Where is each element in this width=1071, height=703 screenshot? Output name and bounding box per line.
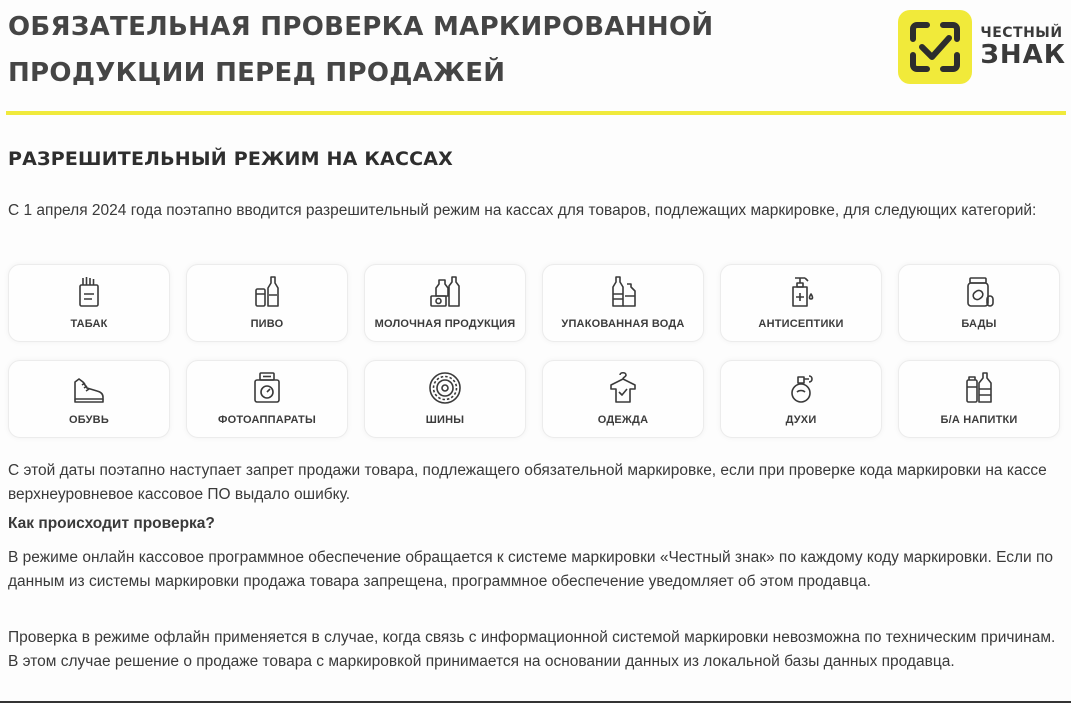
offline-paragraph: Проверка в режиме офлайн применяется в случае, когда связь с информационной системой маркировки невозможна по техническим причинам. В этом случае решение о продаже товара с маркировкой принимается на основании данных из локальной базы данных продавца. bbox=[8, 629, 1056, 670]
category-card-clothes bbox=[542, 360, 704, 438]
soft-drinks-icon bbox=[961, 370, 997, 406]
antiseptic-icon bbox=[783, 274, 819, 310]
online-paragraph: В режиме онлайн кассовое программное обеспечение обращается к системе маркировки «Честный знак» по каждому коду маркировки. Если по данным из системы маркировки продажа товара запрещена, программное обеспечение уведомляет об этом продавца. bbox=[8, 549, 1054, 590]
logo-text bbox=[980, 25, 1066, 69]
section-heading: РАЗРЕШИТЕЛЬНЫЙ РЕЖИМ НА КАССАХ bbox=[8, 148, 453, 170]
logo-mark-icon bbox=[898, 10, 972, 84]
category-label: ФОТОАППАРАТЫ bbox=[218, 414, 316, 426]
category-card-beer bbox=[186, 264, 348, 342]
yellow-divider bbox=[6, 111, 1066, 115]
category-card-shoes bbox=[8, 360, 170, 438]
clothes-icon bbox=[605, 370, 641, 406]
shoes-icon bbox=[71, 370, 107, 406]
category-card-dairy bbox=[364, 264, 526, 342]
perfume-icon bbox=[783, 370, 819, 406]
category-card-tire bbox=[364, 360, 526, 438]
category-card-soft-drinks bbox=[898, 360, 1060, 438]
category-label: МОЛОЧНАЯ ПРОДУКЦИЯ bbox=[374, 318, 516, 330]
title-line-2: ПРОДУКЦИИ ПЕРЕД ПРОДАЖЕЙ bbox=[8, 58, 506, 88]
supplements-icon bbox=[961, 274, 997, 310]
category-label: ПИВО bbox=[250, 318, 284, 330]
category-label: ОБУВЬ bbox=[69, 414, 109, 426]
category-card-camera bbox=[186, 360, 348, 438]
beer-icon bbox=[249, 274, 285, 310]
category-card-tobacco bbox=[8, 264, 170, 342]
page-title bbox=[8, 4, 868, 96]
camera-icon bbox=[249, 370, 285, 406]
category-label: ШИНЫ bbox=[425, 414, 465, 426]
category-label: ОДЕЖДА bbox=[597, 414, 649, 426]
category-label: Б/А НАПИТКИ bbox=[940, 414, 1018, 426]
header bbox=[8, 4, 1066, 96]
tobacco-icon bbox=[71, 274, 107, 310]
chestny-znak-logo bbox=[898, 10, 1066, 84]
category-card-water bbox=[542, 264, 704, 342]
question-heading: Как происходит проверка? bbox=[8, 515, 215, 532]
category-label: ТАБАК bbox=[70, 318, 108, 330]
ban-paragraph: С этой даты поэтапно наступает запрет продажи товара, подлежащего обязательной маркировке, если при проверке кода маркировки на кассе верхнеуровневое кассовое ПО выдало ошибку. bbox=[8, 462, 1047, 503]
tire-icon bbox=[427, 370, 463, 406]
water-icon bbox=[605, 274, 641, 310]
logo-text-line-1: ЧЕСТНЫЙ bbox=[980, 25, 1063, 41]
category-card-antiseptic bbox=[720, 264, 882, 342]
category-grid bbox=[8, 264, 1064, 438]
category-card-supplements bbox=[898, 264, 1060, 342]
intro-paragraph: С 1 апреля 2024 года поэтапно вводится разрешительный режим на кассах для товаров, подлежащих маркировке, для следующих категорий: bbox=[8, 202, 1037, 219]
category-label: АНТИСЕПТИКИ bbox=[758, 318, 844, 330]
title-line-1: ОБЯЗАТЕЛЬНАЯ ПРОВЕРКА МАРКИРОВАННОЙ bbox=[8, 12, 714, 42]
category-label: ДУХИ bbox=[785, 414, 817, 426]
dairy-icon bbox=[427, 274, 463, 310]
category-label: БАДЫ bbox=[961, 318, 997, 330]
category-card-perfume bbox=[720, 360, 882, 438]
category-label: УПАКОВАННАЯ ВОДА bbox=[561, 318, 685, 330]
logo-text-line-2: ЗНАК bbox=[980, 40, 1066, 70]
